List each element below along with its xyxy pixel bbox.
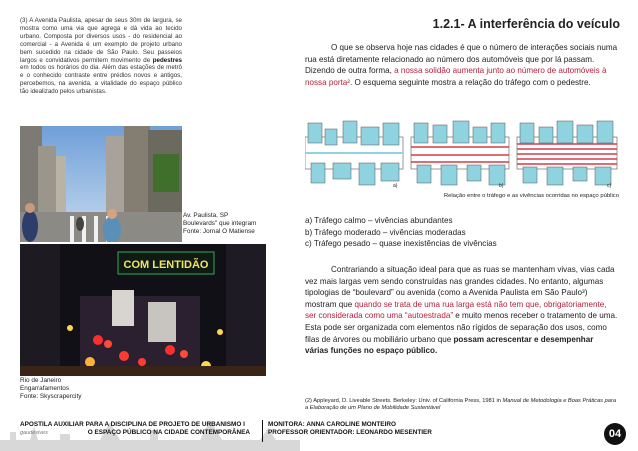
footnote-italic: Manual de Metodologia e Boas Práticas para a Elaboração de um Plano de Mobilidade Sustentável	[305, 398, 616, 412]
traffic-caption-line: Engarrafamentos	[20, 385, 70, 393]
footer-divider	[262, 420, 263, 442]
footer-course: APOSTILA AUXILIAR PARA A DISCIPLINA DE PROJETO DE URBANISMO I	[20, 421, 245, 428]
paulista-photo	[20, 126, 182, 242]
diagram-label-b: b)	[499, 183, 504, 189]
footer-brand: gaudesives	[20, 430, 48, 436]
left-description-intro: (3) A Avenida Paulista, apesar de seus 30m de largura, se mostra como uma via que agrega e dá vida ao tecido urbano. Composta por diversos usos - do residencial ao comercial - a Avenida é um exemplo de projeto urbano bem sucedido na cidade de São Paulo. Seu passeios largos e convidativos permitem movimento de	[20, 17, 182, 64]
list-item: c) Tráfego pesado – quase inexistências de vivências	[305, 239, 497, 248]
footer-advisor: PROFESSOR ORIENTADOR: LEONARDO MESENTIER	[268, 429, 432, 436]
footer-monitor: MONITORA: ANNA CAROLINE MONTEIRO	[268, 421, 396, 428]
footer	[0, 410, 638, 451]
diagram-panel-b	[411, 121, 509, 189]
footnote-text: (2) Appleyard, D. Liveable Streets. Berkeley: Univ. of California Press, 1981 in	[305, 398, 503, 404]
paulista-caption	[183, 212, 273, 237]
footer-right	[268, 421, 498, 437]
intro-highlight: a nossa solidão aumenta junto ao número de automóveis à nossa porta²	[305, 66, 607, 88]
footer-left	[20, 421, 250, 437]
traffic-photo	[20, 244, 266, 376]
para-text: Contrariando a situação ideal para que as ruas se mantenham vivas, vias cada vez mais largas vem sendo construídas nas grandes cidades. No entanto, algumas tipologias de “boulevard” ou avenida (como a Avenida Paulista em São Paulo³) mostram que	[305, 265, 615, 309]
para-bold: possam acrescentar e desempenhar várias funções no espaço público.	[305, 334, 594, 356]
list-item: b) Tráfego moderado – vivências moderadas	[305, 227, 466, 237]
traffic-sign-text: COM LENTIDÃO	[123, 259, 209, 271]
diagram-panel-c	[517, 121, 617, 189]
footer-subtitle: O ESPAÇO PÚBLICO NA CIDADE CONTEMPORÂNEA	[87, 429, 250, 436]
left-description-bold: pedestres	[152, 56, 182, 64]
diagram-label-c: c)	[607, 183, 612, 189]
section-title: 1.2.1- A interferência do veículo	[432, 17, 620, 31]
para-text-2: e muito menos receber o tratamento de uma. Esta pode ser organizada com elementos não rígidos de separação dos usos, como filas de árvores ou mobiliário urbano que	[305, 311, 618, 344]
left-description	[20, 17, 182, 96]
traffic-caption-line: Fonte: Skyscrapercity	[20, 393, 82, 401]
paulista-caption-line: Fonte: Jornal O Matiense	[183, 228, 255, 236]
diagram-caption: Relação entre o tráfego e as vivências ocorridas no espaço público	[443, 193, 619, 199]
intro-paragraph	[305, 42, 619, 89]
traffic-list	[305, 215, 619, 250]
diagram-panel-a	[305, 121, 403, 189]
traffic-caption-line: Rio de Janeiro	[20, 377, 62, 384]
diagram-label-a: a)	[393, 183, 398, 189]
paulista-caption-line: Av. Paulista, SP	[183, 212, 229, 219]
main-paragraph	[305, 264, 619, 357]
left-description-rest: em todos os horários do dia. Além das estações de metrô e o conhecido contraste entre prédios novos e antigos, percebemos, na avenida, a vitalidade do espaço público tão idealizado pelos urbanistas.	[20, 64, 182, 96]
page-number: 04	[604, 423, 626, 445]
traffic-caption	[20, 377, 140, 402]
paulista-caption-line: Boulevards" que integram	[183, 220, 257, 228]
intro-text: O que se observa hoje nas cidades é que o número de interações sociais numa rua está diretamente relacionado ao número dos automóveis que por lá passam. Dizendo de outra forma,	[305, 43, 618, 76]
intro-text-end: . O esquema seguinte mostra a relação do tráfego com o pedestre.	[350, 78, 591, 88]
traffic-diagram	[305, 119, 618, 189]
para-highlight: quando se trata de uma rua larga está não tem que, obrigatoriamente, ser considerada como uma “autoestrada”	[305, 299, 607, 321]
list-item: a) Tráfego calmo – vivências abundantes	[305, 216, 453, 225]
